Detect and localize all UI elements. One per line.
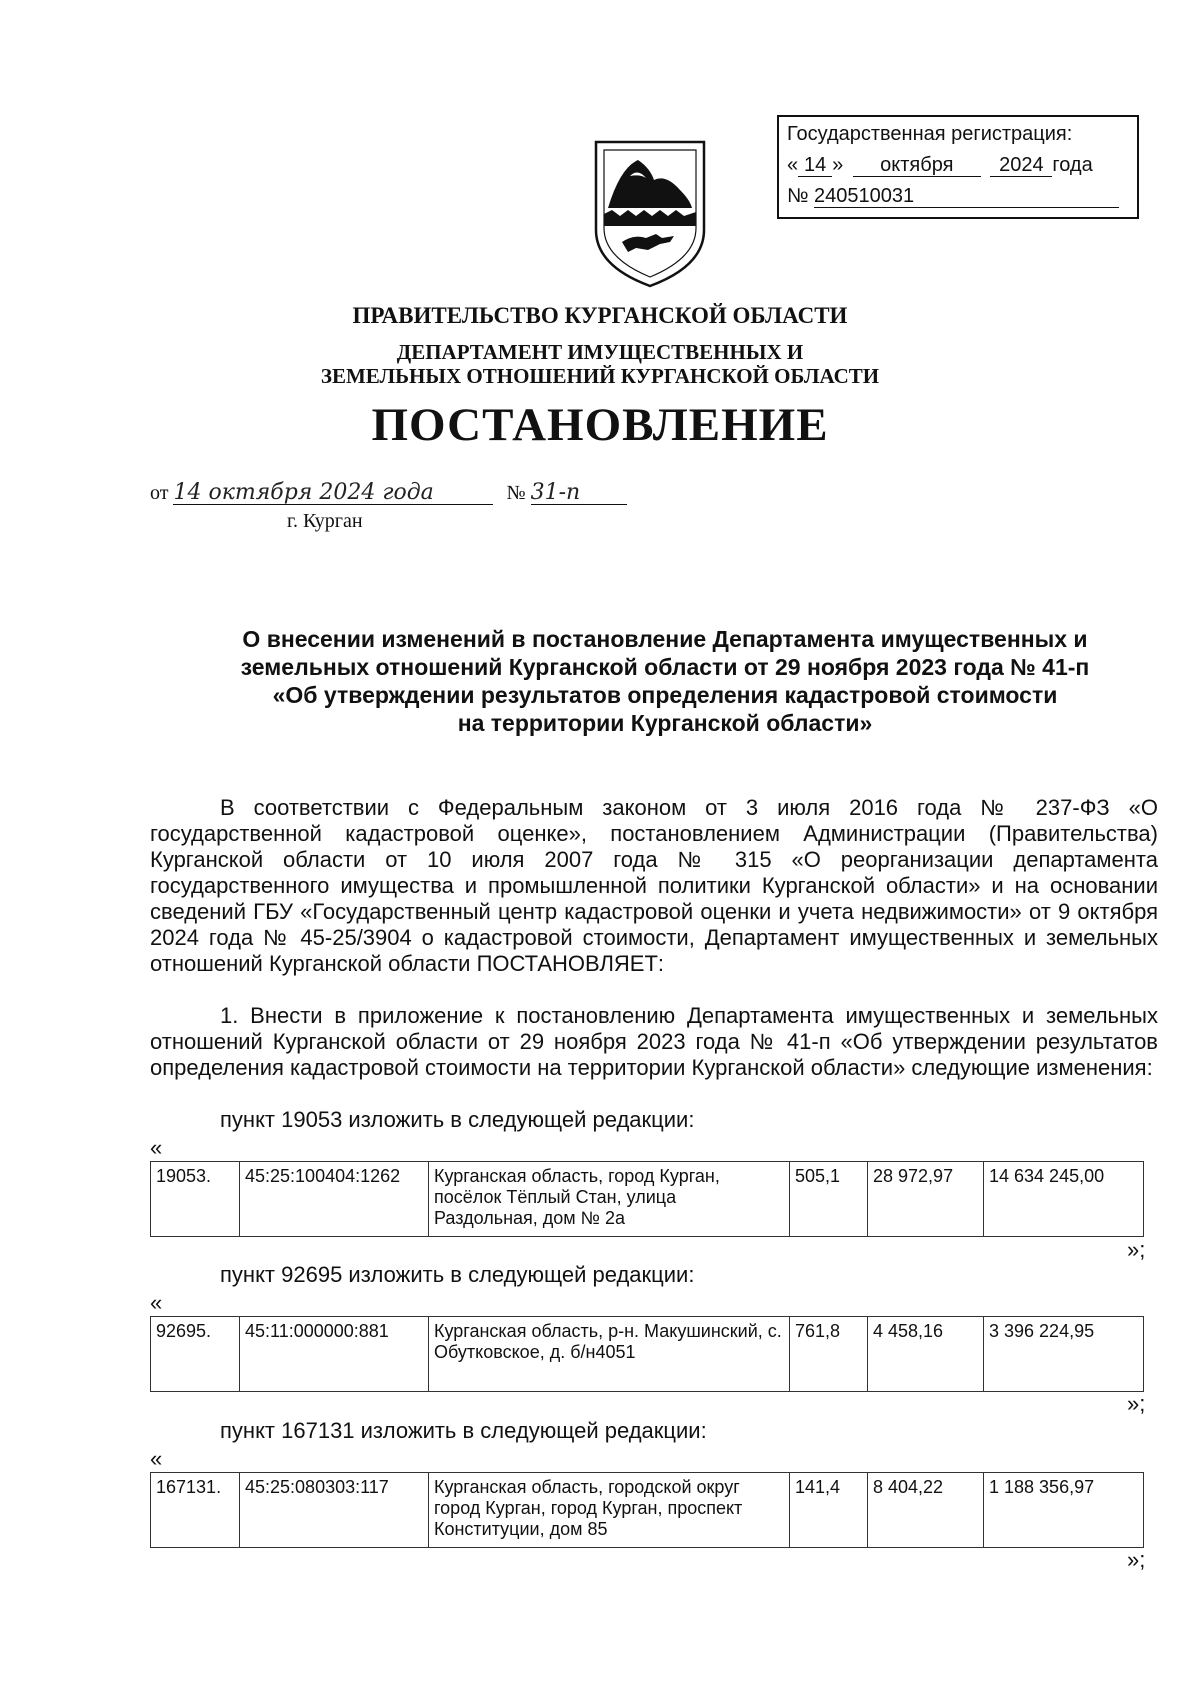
preamble-paragraph: В соответствии с Федеральным законом от 3 июля 2016 года № 237-ФЗ «О государственной кадастровой оценке», постановлением Администрации (Правительства) Курганской области от 10 июля 2007 года № 315 «О реорганизации департамента государственного имущества и промышленной политики Курганской области» и на основании сведений ГБУ «Государственный центр кадастровой оценки и учета недвижимости» от 9 октября 2024 года № 45-25/3904 о кадастровой стоимости, Департамент имущественных и земельных отношений Курганской области ПОСТАНОВЛЯЕТ: <box>150 795 1158 976</box>
item-1-paragraph: 1. Внести в приложение к постановлению Департамента имущественных и земельных отношений Курганской области от 29 ноября 2023 года № 41-п «Об утверждении результатов определения кадастровой стоимости на территории Курганской области» следующие изменения: <box>150 1003 1158 1080</box>
registration-year: 2024 <box>990 154 1052 177</box>
cell-unit-value: 28 972,97 <box>868 1162 984 1237</box>
registration-month: октября <box>853 154 981 177</box>
amendment-intro: пункт 92695 изложить в следующей редакции: <box>220 1262 695 1287</box>
cell-cadastral-number: 45:25:100404:1262 <box>240 1162 429 1237</box>
cell-address: Курганская область, р-н. Макушинский, с. Обутковское, д. б/н4051 <box>429 1317 790 1392</box>
handwritten-number: 31-п <box>531 482 627 505</box>
cell-total-value: 1 188 356,97 <box>984 1473 1144 1548</box>
cell-address: Курганская область, городской округ город Курган, город Курган, проспект Конституции, дом 85 <box>429 1473 790 1548</box>
government-heading: ПРАВИТЕЛЬСТВО КУРГАНСКОЙ ОБЛАСТИ <box>352 303 848 328</box>
cell-unit-value: 8 404,22 <box>868 1473 984 1548</box>
cell-area: 141,4 <box>790 1473 868 1548</box>
handwritten-date: 14 октября 2024 года <box>173 482 493 505</box>
cell-area: 761,8 <box>790 1317 868 1392</box>
cell-area: 505,1 <box>790 1162 868 1237</box>
table-row <box>151 1162 1144 1237</box>
cell-unit-value: 4 458,16 <box>868 1317 984 1392</box>
cell-number: 92695. <box>151 1317 240 1392</box>
cell-number: 167131. <box>151 1473 240 1548</box>
document-title: О внесении изменений в постановление Департамента имущественных и земельных отношений Курганской области от 29 ноября 2023 года № 41-п «Об утверждении результатов определения кадастровой стоимости на территории Курганской области» <box>240 626 1090 736</box>
doc-type-heading: ПОСТАНОВЛЕНИЕ <box>371 399 829 451</box>
amendment-intro: пункт 167131 изложить в следующей редакции: <box>220 1418 707 1443</box>
cell-cadastral-number: 45:25:080303:117 <box>240 1473 429 1548</box>
registration-date: « 14 » октября 2024 года <box>787 154 1093 176</box>
close-quote: »; <box>1127 1391 1146 1416</box>
cadastral-table <box>150 1161 1144 1237</box>
cell-cadastral-number: 45:11:000000:881 <box>240 1317 429 1392</box>
open-quote: « <box>150 1290 163 1315</box>
dateline: от 14 октября 2024 года № 31-п <box>150 482 627 505</box>
cadastral-table <box>150 1472 1144 1548</box>
cell-total-value: 14 634 245,00 <box>984 1162 1144 1237</box>
close-quote: »; <box>1127 1547 1146 1572</box>
registration-number-line: № 240510031 <box>787 185 1127 208</box>
cell-address: Курганская область, город Курган, посёлок Тёплый Стан, улица Раздольная, дом № 2а <box>429 1162 790 1237</box>
registration-box <box>777 115 1139 219</box>
registration-day: 14 <box>798 154 832 177</box>
amendment-intro: пункт 19053 изложить в следующей редакции: <box>220 1107 695 1132</box>
cell-number: 19053. <box>151 1162 240 1237</box>
close-quote: »; <box>1127 1237 1146 1262</box>
registration-label: Государственная регистрация: <box>787 123 1073 145</box>
coat-of-arms-icon <box>590 138 710 290</box>
open-quote: « <box>150 1135 163 1160</box>
open-quote: « <box>150 1446 163 1471</box>
cell-total-value: 3 396 224,95 <box>984 1317 1144 1392</box>
city: г. Курган <box>287 510 363 532</box>
table-row <box>151 1317 1144 1392</box>
registration-number: 240510031 <box>814 185 1119 208</box>
table-row <box>151 1473 1144 1548</box>
cadastral-table <box>150 1316 1144 1392</box>
department-heading: ДЕПАРТАМЕНТ ИМУЩЕСТВЕННЫХ И ЗЕМЕЛЬНЫХ ОТНОШЕНИЙ КУРГАНСКОЙ ОБЛАСТИ <box>320 340 880 388</box>
